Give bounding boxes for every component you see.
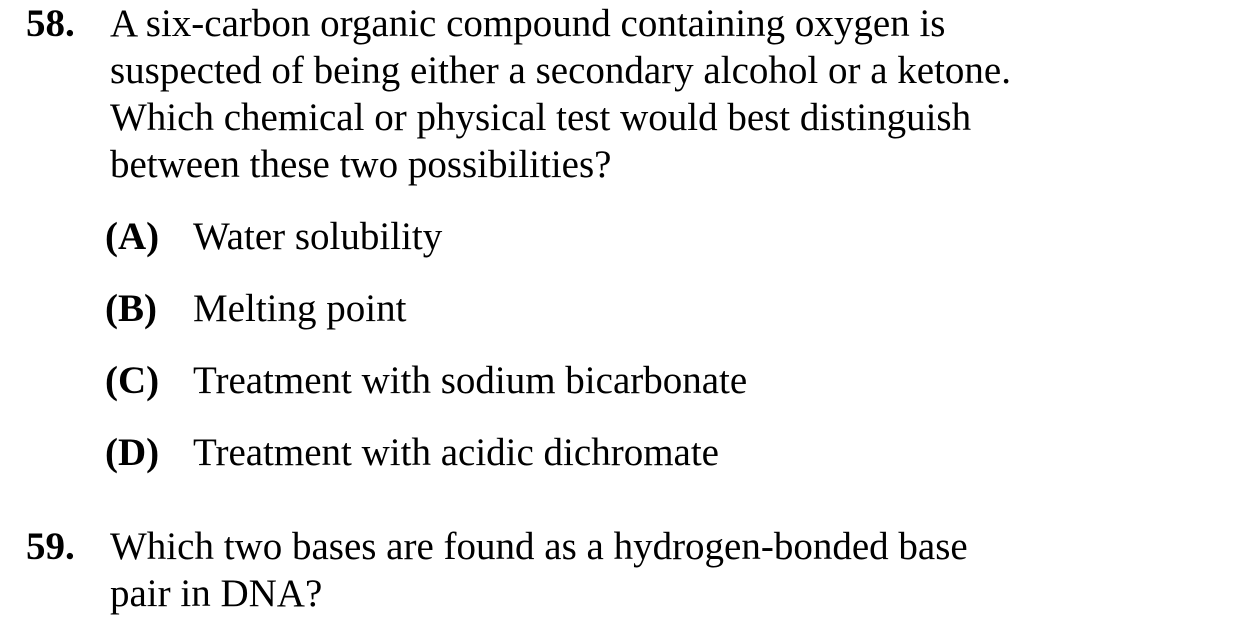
- option-text: Treatment with sodium bicarbonate: [193, 359, 748, 402]
- option-label: (B): [105, 287, 157, 330]
- option-label: (A): [105, 215, 160, 258]
- question-stem: [110, 523, 1110, 617]
- question-number: 58.: [26, 2, 75, 45]
- question-stem-line: Which chemical or physical test would best distinguish: [110, 96, 972, 139]
- option-c[interactable]: [0, 357, 1238, 404]
- option-label: (C): [105, 359, 160, 402]
- question-stem-line: suspected of being either a secondary alcohol or a ketone.: [110, 49, 1011, 92]
- option-b[interactable]: [0, 285, 1238, 332]
- question-stem-line: Which two bases are found as a hydrogen-bonded base: [110, 525, 968, 568]
- option-label: (D): [105, 431, 160, 474]
- question-stem: [110, 0, 1110, 188]
- option-text: Water solubility: [193, 215, 443, 258]
- option-a[interactable]: [0, 213, 1238, 260]
- question-stem-line: between these two possibilities?: [110, 143, 612, 186]
- option-d[interactable]: [0, 429, 1238, 476]
- question-stem-line: A six-carbon organic compound containing oxygen is: [110, 2, 946, 45]
- question-number: 59.: [26, 525, 75, 568]
- option-text: Melting point: [193, 287, 407, 330]
- option-text: Treatment with acidic dichromate: [193, 431, 719, 474]
- question-stem-line: pair in DNA?: [110, 572, 323, 615]
